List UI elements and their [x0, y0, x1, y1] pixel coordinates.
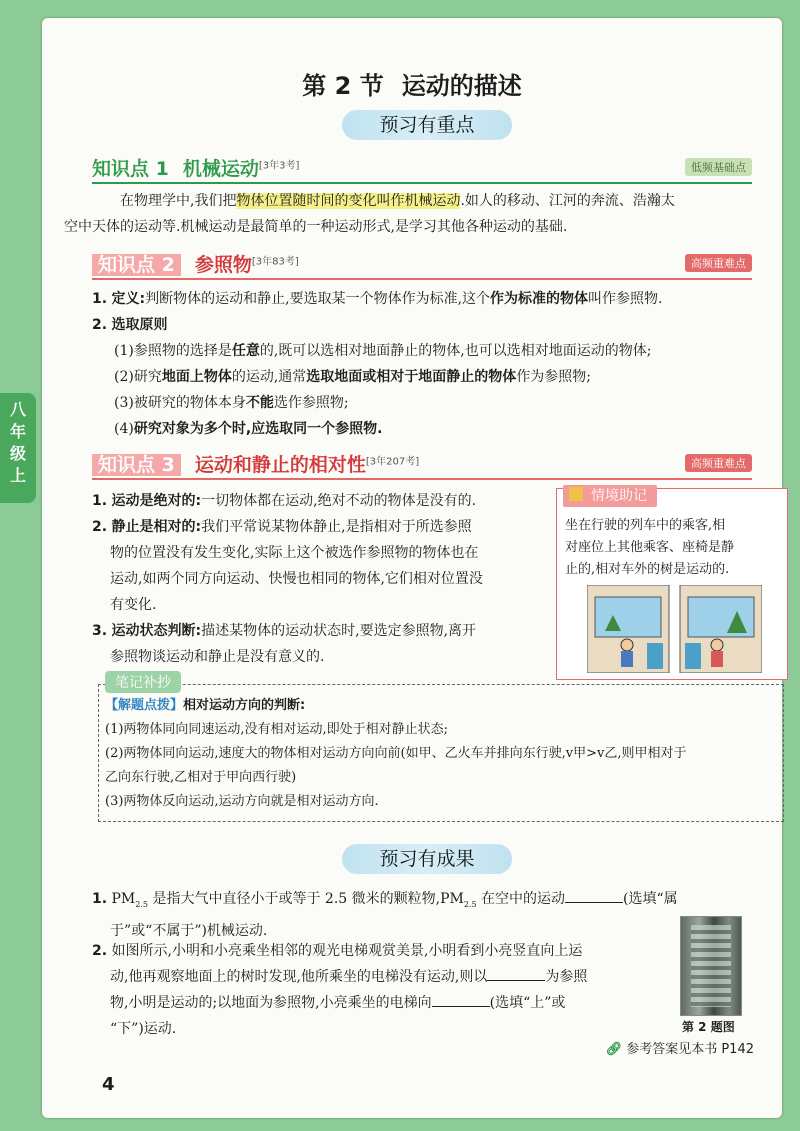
kp3-item-3: 3. 运动状态判断:描述某物体的运动状态时,要选定参照物,离开 参照物谈运动和静止是没有意义的.: [92, 623, 477, 665]
answer-reference: 🔗︎ 参考答案见本书 P142: [605, 1042, 754, 1057]
kp3-item-2: 2. 静止是相对的:我们平常说某物体静止,是指相对于所选参照 物的位置没有发生变化,实际上这个被选作参照物的物体也在 运动,如两个同方向运动、快慢也相同的物体,它们相对位置没 有变化.: [92, 519, 483, 613]
pencil-icon: [569, 487, 583, 501]
train-interior-illustration: [587, 585, 762, 673]
question-2: 2. 如图所示,小明和小亮乘坐相邻的观光电梯观赏美景,小明看到小亮竖直向上运 动,他再观察地面上的树时发现,他所乘坐的电梯没有运动,则以 为参照 物,小明是运动的;以地面为参照物,小亮乘坐的电梯向 (选填“上”或 “下”)运动.: [92, 943, 588, 1037]
kp2-tag: 高频重难点: [685, 254, 752, 272]
section-title: [42, 66, 782, 101]
kp1-label: 知识点 1: [92, 158, 169, 180]
figure-caption: 第 2 题图: [682, 1020, 735, 1034]
kp1-paragraph: 在物理学中,我们把物体位置随时间的变化叫作机械运动.如人的移动、江河的奔流、浩瀚太 空中天体的运动等.机械运动是最简单的一种运动形式,是学习其他各种运动的基础.: [64, 193, 675, 235]
kp2-rule-1: (1)参照物的选择是任意的,既可以选相对地面静止的物体,也可以选相对地面运动的物体;: [114, 343, 652, 359]
elevator-photo: [680, 916, 742, 1016]
kp3-label: 知识点 3: [92, 454, 181, 476]
page-number: 4: [102, 1074, 115, 1095]
kp2-rule: [92, 278, 752, 280]
kp2-rule-3: (3)被研究的物体本身不能选作参照物;: [114, 395, 349, 411]
question-1: 1. $PM_{2.5}$ 是指大气中直径小于或等于 2.5 微米的颗粒物$,PM_{2.5}$ 在空中的运动 (选填“属 于”或“不属于”)机械运动.: [92, 886, 782, 944]
answer-blank[interactable]: [565, 888, 623, 903]
kp3-rule: [92, 478, 752, 480]
section-number: 第 2 节: [302, 72, 384, 100]
kp3-count: [3年207考]: [365, 456, 420, 468]
result-banner: 预习有成果: [342, 844, 512, 874]
kp2-header: [92, 250, 752, 280]
kp1-tag: 低频基础点: [685, 158, 752, 176]
notes-box: [98, 675, 784, 822]
notes-line-1: (1)两物体同向同速运动,没有相对运动,即处于相对静止状态;: [105, 722, 449, 737]
preview-banner: 预习有重点: [342, 110, 512, 140]
kp2-rule-4: (4)研究对象为多个时,应选取同一个参照物.: [114, 421, 383, 437]
notes-line-2b: 乙向东行驶,乙相对于甲向西行驶): [105, 770, 297, 785]
grade-side-tab: 八 年 级 上: [0, 393, 36, 503]
kp2-item-2: 2. 选取原则: [92, 317, 168, 333]
notes-header: 笔记补抄: [105, 671, 181, 693]
kp1-name: 机械运动: [182, 158, 259, 180]
kp2-count: [3年83考]: [251, 256, 299, 268]
section-name: 运动的描述: [401, 72, 522, 100]
kp3-header: [92, 450, 752, 480]
kp1-count: [3年3考]: [258, 160, 300, 172]
kp1-rule: [92, 182, 752, 184]
kp3-name: 运动和静止的相对性: [194, 454, 366, 476]
kp3-tag: 高频重难点: [685, 454, 752, 472]
memo-text: 坐在行驶的列车中的乘客,相 对座位上其他乘客、座椅是静 止的,相对车外的树是运动的.: [565, 518, 735, 577]
kp2-item-1: 1. 定义:判断物体的运动和静止,要选取某一个物体作为标准,这个作为标准的物体叫作参照物.: [92, 291, 663, 307]
memo-header: 情境助记: [563, 485, 657, 507]
memo-box: [556, 488, 788, 680]
kp2-label: 知识点 2: [92, 254, 181, 276]
link-icon: 🔗︎: [605, 1042, 623, 1057]
answer-blank[interactable]: [432, 992, 490, 1007]
answer-blank[interactable]: [487, 966, 545, 981]
kp2-rule-2: (2)研究地面上物体的运动,通常选取地面或相对于地面静止的物体作为参照物;: [114, 369, 592, 385]
page: [42, 18, 782, 1118]
notes-tip: 【解题点拨】相对运动方向的判断:: [105, 698, 306, 713]
notes-line-3: (3)两物体反向运动,运动方向就是相对运动方向.: [105, 794, 379, 809]
kp3-item-1: 1. 运动是绝对的:一切物体都在运动,绝对不动的物体是没有的.: [92, 493, 477, 509]
kp1-header: [92, 154, 752, 184]
notes-line-2: (2)两物体同向运动,速度大的物体相对运动方向向前(如甲、乙火车并排向东行驶,v甲>v乙,则甲相对于: [105, 746, 687, 761]
kp2-name: 参照物: [194, 254, 252, 276]
